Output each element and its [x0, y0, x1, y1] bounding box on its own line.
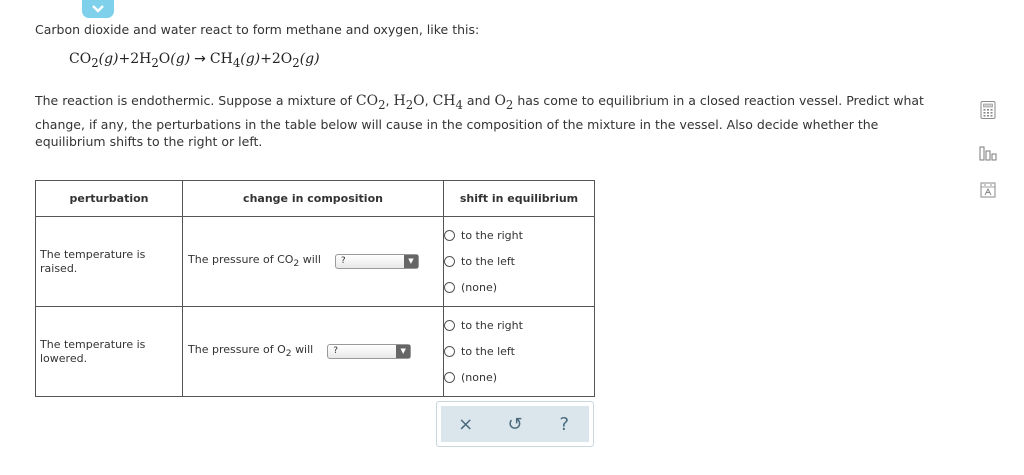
radio-option-left[interactable]: to the left: [444, 339, 594, 365]
radio-option-left[interactable]: to the left: [444, 249, 594, 275]
radio-icon[interactable]: [444, 320, 455, 331]
perturbation-table: [35, 180, 595, 397]
collapse-toggle-button[interactable]: [82, 0, 114, 18]
reaction-arrow: →: [194, 51, 206, 67]
action-bar: [436, 401, 594, 447]
bar-chart-icon[interactable]: [977, 141, 999, 163]
radio-icon[interactable]: [444, 372, 455, 383]
table-row: [36, 307, 595, 397]
radio-option-none[interactable]: (none): [444, 275, 594, 301]
chevron-down-icon: [91, 4, 105, 14]
table-row: [36, 217, 595, 307]
perturbation-cell: The temperature is raised.: [36, 217, 183, 307]
composition-select[interactable]: ? ▼: [335, 254, 419, 269]
reaction-equation: $CO_2(g)+2H_2O(g) \to CH_4(g)+2O_2(g)$: [69, 51, 320, 70]
radio-option-none[interactable]: (none): [444, 365, 594, 391]
radio-option-right[interactable]: to the right: [444, 223, 594, 249]
intro-text: Carbon dioxide and water react to form methane and oxygen, like this:: [35, 22, 480, 37]
composition-select[interactable]: ? ▼: [327, 344, 411, 359]
dropdown-arrow-icon: ▼: [404, 255, 418, 268]
periodic-table-icon[interactable]: [977, 179, 999, 201]
header-shift: shift in equilibrium: [444, 181, 595, 217]
radio-icon[interactable]: [444, 230, 455, 241]
header-change: change in composition: [183, 181, 444, 217]
change-label: The pressure of $O_2$ will: [188, 343, 314, 360]
dropdown-arrow-icon: ▼: [396, 345, 410, 358]
clear-button[interactable]: ×: [458, 413, 474, 435]
perturbation-cell: The temperature is lowered.: [36, 307, 183, 397]
header-perturbation: perturbation: [36, 181, 183, 217]
radio-icon[interactable]: [444, 282, 455, 293]
help-button[interactable]: ?: [559, 413, 570, 435]
radio-option-right[interactable]: to the right: [444, 313, 594, 339]
radio-icon[interactable]: [444, 256, 455, 267]
change-label: The pressure of $CO_2$ will: [188, 253, 321, 270]
radio-icon[interactable]: [444, 346, 455, 357]
undo-button[interactable]: ↺: [507, 413, 523, 435]
problem-description: The reaction is endothermic. Suppose a mixture of $CO_2$, $H_2O$, $CH_4$ and $O_2$ has come to equilibrium in a closed reaction vessel. Predict what change, if any, the perturbations in the table below will cause in the composition of the mixture in the vessel. Also decide whether the equilibrium shifts to the right or left.: [35, 93, 924, 149]
calculator-icon[interactable]: [977, 99, 999, 121]
